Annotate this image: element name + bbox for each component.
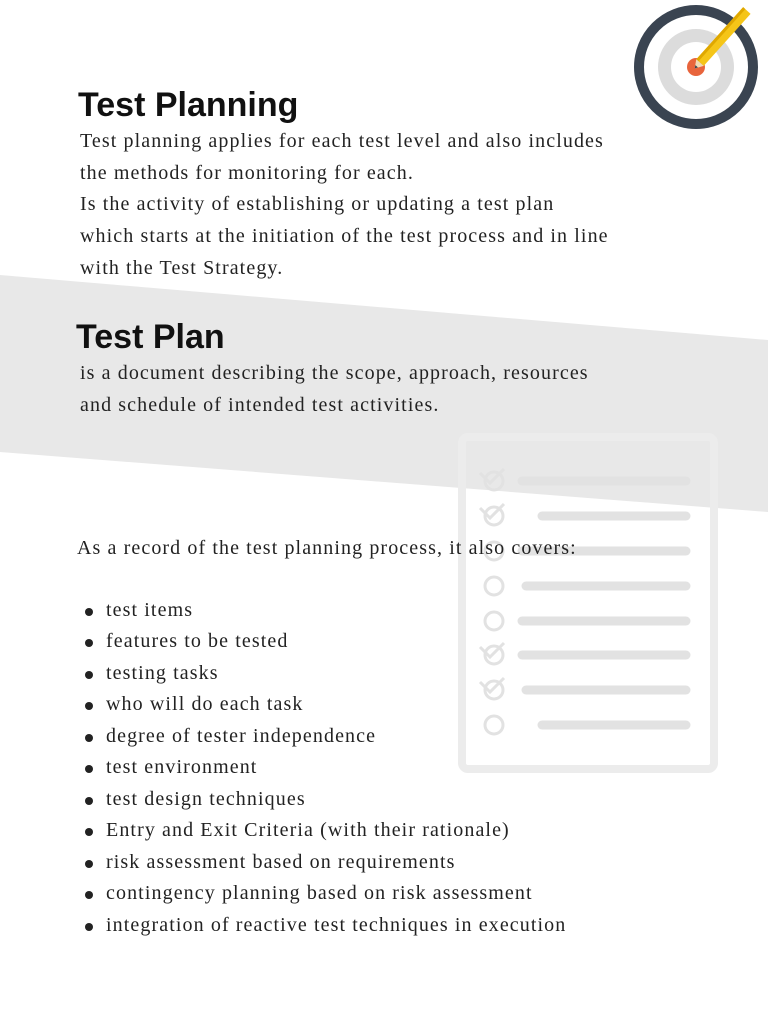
text-line: Is the activity of establishing or updating a test plan — [80, 193, 555, 216]
list-item: integration of reactive test techniques in execution — [80, 910, 566, 941]
test-plan-title: Test Plan — [76, 318, 225, 356]
record-intro: As a record of the test planning process, it also covers: — [77, 537, 577, 559]
text-line: is a document describing the scope, approach, resources — [80, 362, 589, 384]
text-line: and schedule of intended test activities. — [80, 393, 440, 416]
coverage-list — [80, 595, 566, 941]
list-item: degree of tester independence — [80, 721, 566, 752]
list-item: Entry and Exit Criteria (with their rationale) — [80, 815, 566, 846]
test-plan-definition — [80, 358, 720, 421]
list-item: contingency planning based on risk assessment — [80, 878, 566, 909]
test-planning-title: Test Planning — [78, 86, 299, 124]
list-item: features to be tested — [80, 626, 566, 657]
text-line: Test planning applies for each test level and also includes — [80, 130, 604, 152]
list-item: who will do each task — [80, 689, 566, 720]
test-planning-paragraph — [80, 126, 720, 285]
text-line: which starts at the initiation of the test process and in line — [80, 225, 609, 248]
list-item: risk assessment based on requirements — [80, 847, 566, 878]
list-item: test design techniques — [80, 784, 566, 815]
text-line: with the Test Strategy. — [80, 256, 284, 279]
list-item: test environment — [80, 752, 566, 783]
list-item: test items — [80, 595, 566, 626]
target-icon — [632, 0, 768, 130]
text-line: the methods for monitoring for each. — [80, 161, 414, 184]
list-item: testing tasks — [80, 658, 566, 689]
